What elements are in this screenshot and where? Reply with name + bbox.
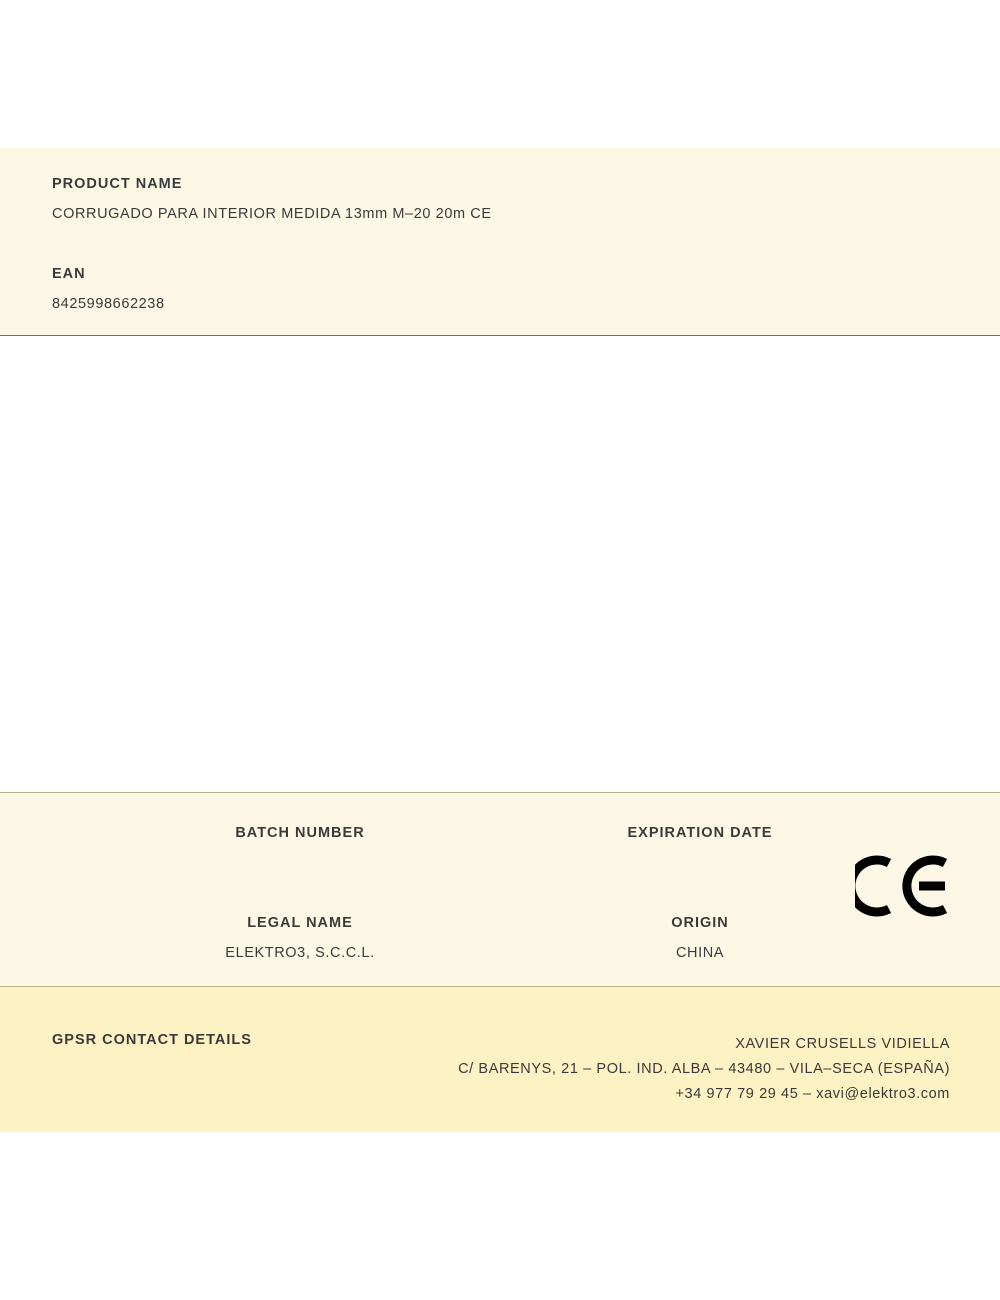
- product-details-section: [0, 148, 1000, 336]
- gpsr-contact-section: [0, 987, 1000, 1132]
- gpsr-contact-label: GPSR CONTACT DETAILS: [52, 1032, 252, 1048]
- expiration-date-label: EXPIRATION DATE: [627, 825, 773, 841]
- origin-label: ORIGIN: [671, 915, 729, 931]
- origin-value: CHINA: [675, 945, 725, 961]
- blank-content-area: [0, 336, 1000, 792]
- bottom-blank-area: [0, 1132, 1000, 1300]
- batch-number-label: BATCH NUMBER: [235, 825, 365, 841]
- legal-name-label: LEGAL NAME: [247, 915, 353, 931]
- batch-and-legal-section: [0, 792, 1000, 987]
- gpsr-contact-name: XAVIER CRUSELLS VIDIELLA: [735, 1036, 950, 1052]
- gpsr-contact-phone-email: +34 977 79 29 45 – xavi@elektro3.com: [675, 1086, 950, 1102]
- product-name-value: CORRUGADO PARA INTERIOR MEDIDA 13mm M–20 20m CE: [52, 206, 492, 222]
- product-name-label: PRODUCT NAME: [52, 176, 183, 192]
- gpsr-contact-lines: [458, 1032, 950, 1107]
- gpsr-contact-address: C/ BARENYS, 21 – POL. IND. ALBA – 43480 – VILA–SECA (ESPAÑA): [458, 1061, 950, 1077]
- ean-value: 8425998662238: [52, 296, 165, 312]
- ce-marking-icon: [855, 855, 955, 917]
- ean-label: EAN: [52, 266, 86, 282]
- legal-name-value: ELEKTRO3, S.C.C.L.: [225, 945, 375, 961]
